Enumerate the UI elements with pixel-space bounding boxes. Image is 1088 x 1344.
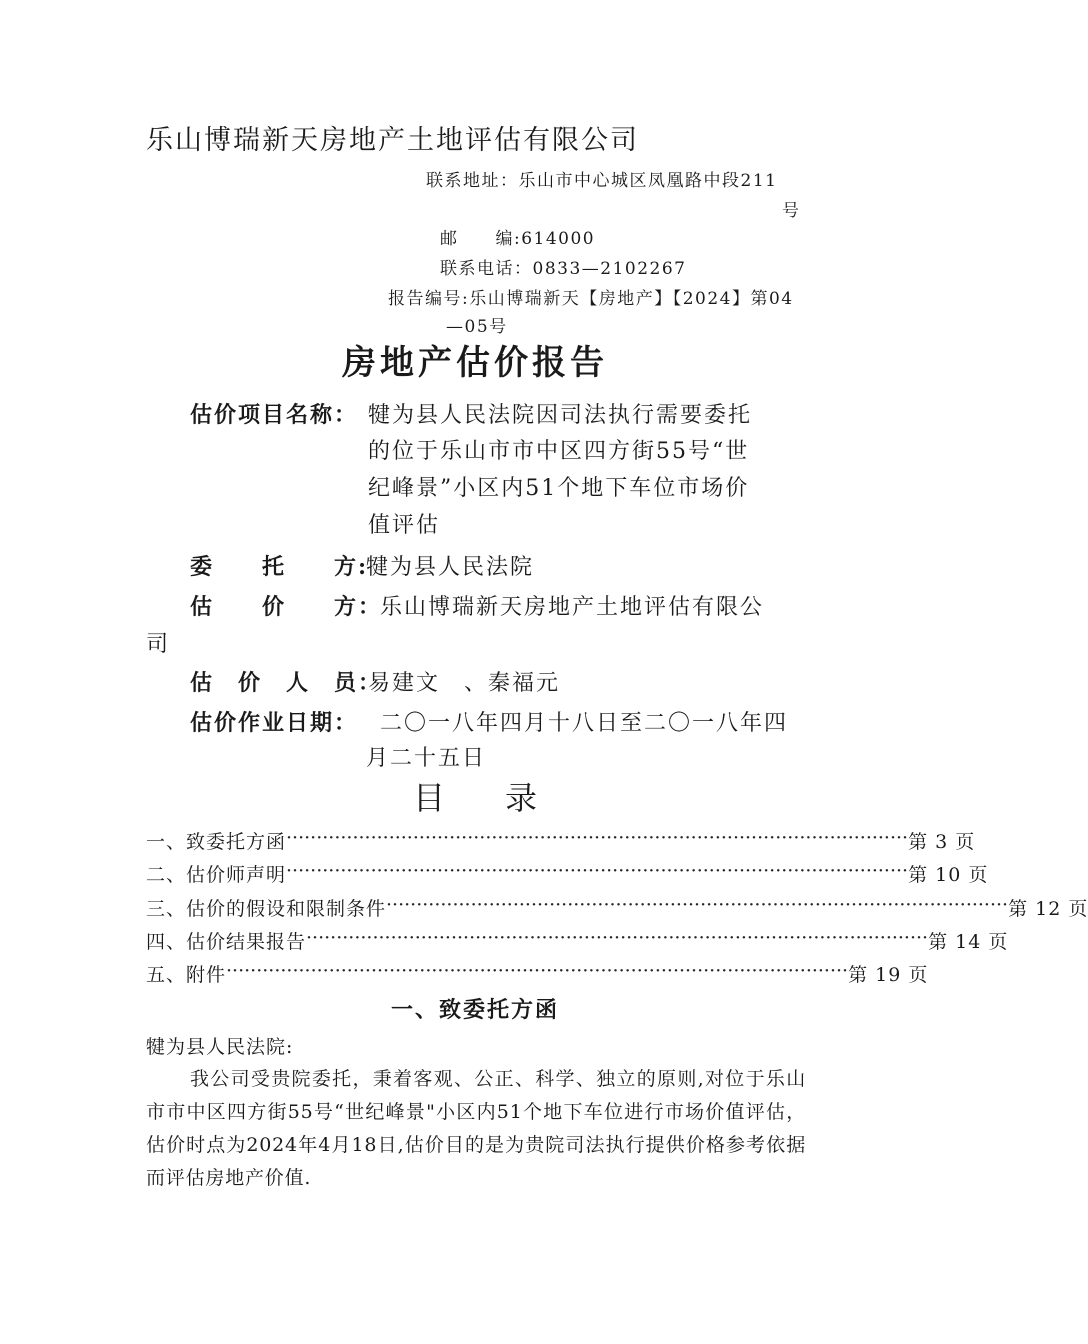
- appraiser-value-line-2: 司: [146, 632, 171, 657]
- toc-item-page: 第 19 页: [848, 964, 929, 986]
- project-name-line-3: 纪峰景”小区内51个地下车位市场价: [368, 476, 750, 501]
- toc-item-label: 三、估价的假设和限制条件: [146, 898, 387, 920]
- toc-item[interactable]: [146, 960, 929, 987]
- toc-item-page: 第 12 页: [1008, 898, 1088, 920]
- appraiser-label: 估 价 方：: [190, 594, 383, 620]
- letter-salutation: 犍为县人民法院:: [146, 1036, 294, 1058]
- toc-item-label: 一、致委托方函: [146, 831, 287, 853]
- letter-paragraph: 我公司受贵院委托，秉着客观、公正、科学、独立的原则,对位于乐山市市中区四方街55号“世纪峰景"小区内51个地下车位进行市场价值评估，估价时点为2024年4月18日,估价目的是为贵院司法执行提供价格参考依据而评估房地产价值.: [146, 1068, 806, 1189]
- toc-leader: ·······································································································: [286, 860, 909, 882]
- project-name-line-1: 犍为县人民法院因司法执行需要委托: [368, 403, 753, 428]
- report-number-line-1: 报告编号:乐山博瑞新天【房地产】【2024】第04: [388, 289, 794, 309]
- toc-heading: 目录: [412, 779, 597, 817]
- toc-item-page: 第 14 页: [928, 931, 1009, 953]
- toc-leader: ·······································································································: [226, 960, 849, 982]
- project-name-label: 估价项目名称：: [190, 402, 359, 428]
- report-title: 房地产估价报告: [342, 343, 608, 383]
- toc-item[interactable]: [146, 894, 1088, 921]
- phone: 联系电话：0833—2102267: [440, 259, 687, 279]
- toc-item-label: 五、附件: [146, 964, 227, 986]
- project-name-line-2: 的位于乐山市市中区四方街55号“世: [368, 439, 750, 464]
- address-line-2: 号: [782, 201, 801, 221]
- toc-item[interactable]: [146, 927, 1009, 954]
- address-line-1: 联系地址：乐山市中心城区凤凰路中段211: [426, 171, 778, 191]
- date-label: 估价作业日期：: [190, 710, 359, 736]
- postcode: 邮 编:614000: [440, 229, 596, 249]
- company-name: 乐山博瑞新天房地产土地评估有限公司: [146, 125, 639, 156]
- date-value-line-2: 月二十五日: [366, 746, 487, 771]
- toc-leader: ·······································································································: [306, 927, 929, 949]
- toc-leader: ·······································································································: [386, 894, 1009, 916]
- report-number-line-2: —05号: [446, 317, 508, 337]
- staff-label: 估 价 人 员：: [190, 670, 383, 696]
- toc-item-label: 二、估价师声明: [146, 864, 287, 886]
- toc-item-page: 第 10 页: [908, 864, 989, 886]
- appraiser-value-line-1: 乐山博瑞新天房地产土地评估有限公: [380, 595, 765, 620]
- date-value-line-1: 二〇一八年四月十八日至二〇一八年四: [380, 711, 789, 736]
- staff-value: 易建文 、秦福元: [368, 671, 561, 696]
- toc-item-label: 四、估价结果报告: [146, 931, 307, 953]
- toc-leader: ·······································································································: [286, 827, 909, 849]
- project-name-line-4: 值评估: [368, 513, 441, 538]
- client-value: 犍为县人民法院: [366, 555, 535, 580]
- letter-heading: 一、致委托方函: [390, 997, 559, 1023]
- toc-item[interactable]: [146, 827, 976, 854]
- toc-item-page: 第 3 页: [908, 831, 976, 853]
- client-label: 委 托 方:: [190, 554, 369, 580]
- toc-item[interactable]: [146, 860, 989, 887]
